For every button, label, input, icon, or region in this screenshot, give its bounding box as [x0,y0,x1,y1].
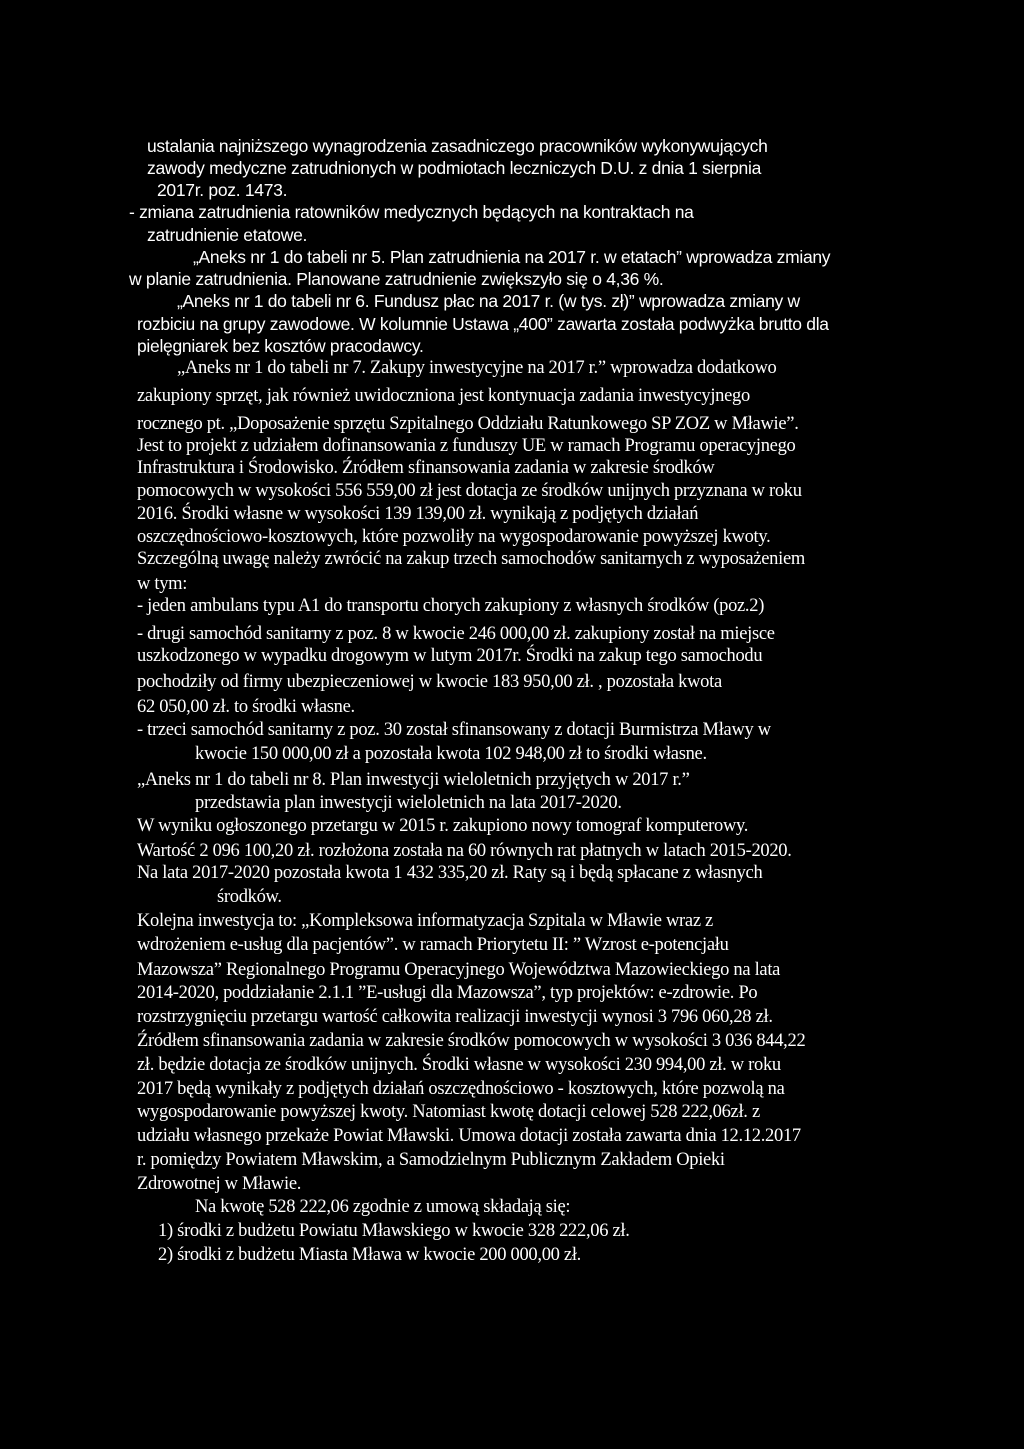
text-line: zatrudnienie etatowe. [147,225,308,245]
text-line: 62 050,00 zł. to środki własne. [137,697,355,717]
text-line: pomocowych w wysokości 556 559,00 zł jest dotacja ze środków unijnych przyznana w roku [137,481,802,501]
text-line: przedstawia plan inwestycji wieloletnich na lata 2017-2020. [195,793,622,813]
text-line: 2016. Środki własne w wysokości 139 139,00 zł. wynikają z podjętych działań [137,504,699,524]
text-line: „Aneks nr 1 do tabeli nr 8. Plan inwestycji wieloletnich przyjętych w 2017 r.” [137,770,690,790]
text-line: W wyniku ogłoszonego przetargu w 2015 r. zakupiono nowy tomograf komputerowy. [137,816,749,836]
text-line: Na kwotę 528 222,06 zgodnie z umową składają się: [195,1197,571,1217]
text-line: r. pomiędzy Powiatem Mławskim, a Samodzielnym Publicznym Zakładem Opieki [137,1150,725,1170]
text-line: Na lata 2017-2020 pozostała kwota 1 432 335,20 zł. Raty są i będą spłacane z własnych [137,863,763,883]
text-line: w planie zatrudnienia. Planowane zatrudnienie zwiększyło się o 4,36 %. [129,269,664,289]
text-line: zł. będzie dotacja ze środków unijnych. Środki własne w wysokości 230 994,00 zł. w roku [137,1055,781,1075]
text-line: uszkodzonego w wypadku drogowym w lutym 2017r. Środki na zakup tego samochodu [137,646,763,666]
text-line: Źródłem sfinansowania zadania w zakresie środków pomocowych w wysokości 3 036 844,22 [137,1031,806,1051]
text-line: wdrożeniem e-usług dla pacjentów”. w ramach Priorytetu II: ” Wzrost e-potencjału [137,935,729,955]
text-line: 2017 będą wynikały z podjętych działań oszczędnościowo - kosztowych, które pozwolą na [137,1079,785,1099]
text-line: środków. [217,887,282,907]
text-line: zawody medyczne zatrudnionych w podmiotach leczniczych D.U. z dnia 1 sierpnia [147,158,762,178]
text-line: rocznego pt. „Doposażenie sprzętu Szpitalnego Oddziału Ratunkowego SP ZOZ w Mławie”. [137,414,799,434]
text-line: kwocie 150 000,00 zł a pozostała kwota 102 948,00 zł to środki własne. [195,744,707,764]
text-line: - zmiana zatrudnienia ratowników medycznych będących na kontraktach na [129,202,694,222]
text-line: „Aneks nr 1 do tabeli nr 6. Fundusz płac na 2017 r. (w tys. zł)” wprowadza zmiany w [177,291,800,311]
text-line: pochodziły od firmy ubezpieczeniowej w kwocie 183 950,00 zł. , pozostała kwota [137,672,722,692]
text-line: 2014-2020, poddziałanie 2.1.1 ”E-usługi dla Mazowsza”, typ projektów: e-zdrowie. Po [137,983,758,1003]
text-line: rozbiciu na grupy zawodowe. W kolumnie Ustawa „400” zawarta została podwyżka brutto dla [137,314,829,334]
text-line: - jeden ambulans typu A1 do transportu chorych zakupiony z własnych środków (poz.2) [137,596,765,616]
text-line: „Aneks nr 1 do tabeli nr 5. Plan zatrudnienia na 2017 r. w etatach” wprowadza zmiany [193,247,831,267]
text-line: wygospodarowanie powyższej kwoty. Natomiast kwotę dotacji celowej 528 222,06zł. z [137,1102,760,1122]
text-line: Kolejna inwestycja to: „Kompleksowa informatyzacja Szpitala w Mławie wraz z [137,911,713,931]
text-line: oszczędnościowo-kosztowych, które pozwoliły na wygospodarowanie powyższej kwoty. [137,527,771,547]
text-line: Szczególną uwagę należy zwrócić na zakup trzech samochodów sanitarnych z wyposażeniem [137,549,805,569]
text-line: rozstrzygnięciu przetargu wartość całkowita realizacji inwestycji wynosi 3 796 060,28 zł. [137,1007,773,1027]
text-line: udziału własnego przekaże Powiat Mławski. Umowa dotacji została zawarta dnia 12.12.2017 [137,1126,801,1146]
text-line: Wartość 2 096 100,20 zł. rozłożona została na 60 równych rat płatnych w latach 2015-2020. [137,841,792,861]
text-line: 1) środki z budżetu Powiatu Mławskiego w kwocie 328 222,06 zł. [158,1221,630,1241]
text-line: Zdrowotnej w Mławie. [137,1174,302,1194]
text-line: 2) środki z budżetu Miasta Mława w kwocie 200 000,00 zł. [158,1245,581,1265]
text-line: pielęgniarek bez kosztów pracodawcy. [137,336,424,356]
text-line: Jest to projekt z udziałem dofinansowania z funduszy UE w ramach Programu operacyjnego [137,436,796,456]
text-line: Mazowsza” Regionalnego Programu Operacyjnego Województwa Mazowieckiego na lata [137,960,781,980]
text-line: w tym: [137,574,188,594]
text-line: „Aneks nr 1 do tabeli nr 7. Zakupy inwestycyjne na 2017 r.” wprowadza dodatkowo [177,358,777,378]
text-line: - trzeci samochód sanitarny z poz. 30 został sfinansowany z dotacji Burmistrza Mławy w [137,720,771,740]
text-line: zakupiony sprzęt, jak również uwidoczniona jest kontynuacja zadania inwestycyjnego [137,386,750,406]
text-line: - drugi samochód sanitarny z poz. 8 w kwocie 246 000,00 zł. zakupiony został na miejsce [137,624,775,644]
text-line: Infrastruktura i Środowisko. Źródłem sfinansowania zadania w zakresie środków [137,458,715,478]
text-line: ustalania najniższego wynagrodzenia zasadniczego pracowników wykonywujących [147,136,768,156]
text-line: 2017r. poz. 1473. [157,180,288,200]
